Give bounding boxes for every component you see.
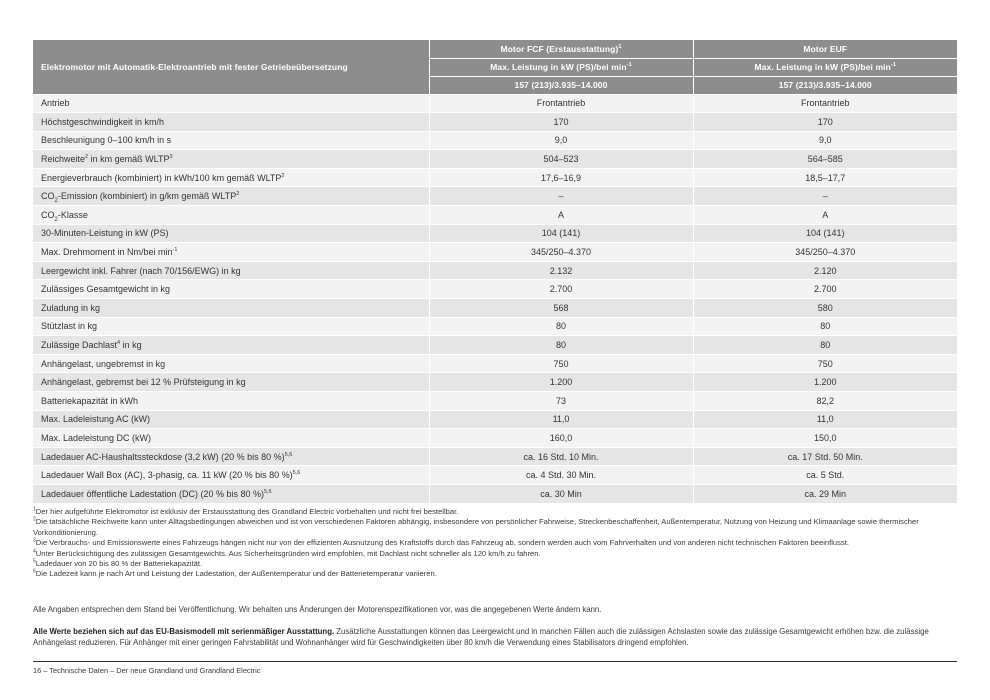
table-row: [33, 299, 957, 318]
row-label-text: Antrieb: [41, 98, 70, 109]
cell-euf: Frontantrieb: [693, 94, 957, 113]
footnotes: [33, 507, 958, 580]
row-label: [33, 206, 429, 225]
power-value-fcf: 157 (213)/3.935–14.000: [429, 76, 693, 94]
row-label: [33, 299, 429, 318]
cell-euf: 11,0: [693, 410, 957, 429]
row-label-footnote-ref: 5,6: [284, 451, 293, 458]
row-label-text: CO: [41, 191, 55, 202]
power-label-euf-sup: -1: [890, 62, 896, 69]
row-label-footnote-ref: 4: [117, 340, 121, 347]
row-label-text: Reichweite: [41, 154, 86, 165]
row-label-text: Max. Drehmoment in Nm/bei min: [41, 247, 173, 258]
cell-euf: 1.200: [693, 373, 957, 392]
cell-fcf: 160,0: [429, 429, 693, 448]
col-name-fcf-sup: 1: [618, 43, 622, 50]
row-label-text: Beschleunigung 0–100 km/h in s: [41, 135, 172, 146]
cell-fcf: 170: [429, 113, 693, 132]
power-label-euf-text: Max. Leistung in kW (PS)/bei min: [754, 62, 891, 72]
basis-note-bold: Alle Werte beziehen sich auf das EU-Basismodell mit serienmäßiger Ausstattung.: [33, 627, 335, 636]
basis-note-text: Zusätzliche Ausstattungen können das Leergewicht und in manchen Fällen auch die zulässigen Achslasten sowie das zulässige Gesamtgewicht erhöhen bzw. die zulässige Anhängelast reduzieren. Für Anhänger mit einer geringen Fahrstabilität und Wohnanhänger wird für Geschwindigkeiten über 80 km/h die Verwendung eines Stabilisators dringend empfohlen.: [33, 627, 929, 647]
footnote: [33, 507, 958, 517]
table-row: [33, 206, 957, 225]
footnote-number: 2: [33, 516, 36, 523]
table-title: Elektromotor mit Automatik-Elektroantrieb mit fester Getriebeübersetzung: [33, 40, 429, 94]
cell-fcf: 11,0: [429, 410, 693, 429]
cell-fcf: 17,6–16,9: [429, 168, 693, 187]
footnote-number: 3: [33, 537, 36, 544]
cell-fcf: 2.700: [429, 280, 693, 299]
row-label: [33, 484, 429, 503]
cell-euf: ca. 17 Std. 50 Min.: [693, 447, 957, 466]
row-label-text: Leergewicht inkl. Fahrer (nach 70/156/EWG) in kg: [41, 265, 241, 276]
power-value-euf: 157 (213)/3.935–14.000: [693, 76, 957, 94]
cell-euf: 580: [693, 299, 957, 318]
cell-euf: ca. 5 Std.: [693, 466, 957, 485]
cell-euf: 104 (141): [693, 224, 957, 243]
table-row: [33, 113, 957, 132]
row-label: [33, 354, 429, 373]
row-label-text: Ladedauer Wall Box (AC), 3-phasig, ca. 11 kW (20 % bis 80 %): [41, 470, 293, 481]
table-row: [33, 373, 957, 392]
footnote: [33, 538, 958, 548]
row-label-subscript: 2: [54, 198, 58, 205]
cell-fcf: 104 (141): [429, 224, 693, 243]
cell-fcf: 750: [429, 354, 693, 373]
cell-fcf: –: [429, 187, 693, 206]
row-label-text: Zulässige Dachlast: [41, 340, 118, 351]
row-label: [33, 131, 429, 150]
row-label: [33, 261, 429, 280]
footnote-text: Unter Berücksichtigung des zulässigen Gesamtgewichts. Aus Sicherheitsgründen wird empfohlen, mit Dachlast nicht schneller als 120 km/h zu fahren.: [35, 548, 541, 558]
table-row: [33, 150, 957, 169]
cell-euf: ca. 29 Min: [693, 484, 957, 503]
table-row: [33, 224, 957, 243]
table-row: [33, 131, 957, 150]
col-name-fcf: Motor FCF (Erstausstattung): [500, 43, 619, 54]
cell-euf: 564–585: [693, 150, 957, 169]
table-row: [33, 94, 957, 113]
disclaimer: Alle Angaben entsprechen dem Stand bei Veröffentlichung. Wir behalten uns Änderungen der Motorenspezifikationen vor, was die angegebenen Werte ändern kann.: [33, 605, 602, 614]
row-label-text: Zuladung in kg: [41, 302, 101, 313]
power-label-fcf: [429, 58, 693, 76]
row-label-text: Ladedauer AC-Haushaltssteckdose (3,2 kW) (20 % bis 80 %): [41, 451, 285, 462]
footnote: [33, 559, 958, 569]
row-label-text-cont: -Klasse: [57, 209, 88, 220]
row-label-text: Max. Ladeleistung AC (kW): [41, 414, 151, 425]
cell-fcf: 2.132: [429, 261, 693, 280]
row-label-text: Max. Ladeleistung DC (kW): [41, 432, 152, 443]
row-label: [33, 280, 429, 299]
header-row-motor: [33, 40, 957, 58]
cell-fcf: 504–523: [429, 150, 693, 169]
col-name-euf: Motor EUF: [803, 43, 848, 54]
row-label-text: CO: [41, 209, 55, 220]
cell-fcf: Frontantrieb: [429, 94, 693, 113]
cell-euf: 9,0: [693, 131, 957, 150]
cell-fcf: A: [429, 206, 693, 225]
footnote-text: Die Verbrauchs- und Emissionswerte eines Fahrzeugs hängen nicht nur von der effizienten Ausnutzung des Kraftstoffs durch das Fahrzeug ab, sondern werden auch vom Fahrverhalten und von anderen nicht technischen Faktoren beeinflusst.: [35, 538, 849, 548]
spec-table: [33, 40, 957, 504]
cell-fcf: 345/250–4.370: [429, 243, 693, 262]
row-label: [33, 224, 429, 243]
table-row: [33, 317, 957, 336]
row-label: [33, 94, 429, 113]
row-label: [33, 317, 429, 336]
row-label-text-cont: in kg: [120, 340, 142, 351]
table-row: [33, 336, 957, 355]
power-label-fcf-text: Max. Leistung in kW (PS)/bei min: [490, 62, 627, 72]
power-label-euf: [693, 58, 957, 76]
cell-euf: 2.120: [693, 261, 957, 280]
cell-euf: A: [693, 206, 957, 225]
col-header-fcf: [429, 40, 693, 58]
row-label: [33, 429, 429, 448]
row-label-footnote-ref: 5,6: [292, 470, 301, 477]
cell-fcf: 80: [429, 336, 693, 355]
cell-euf: 82,2: [693, 392, 957, 411]
row-label-text: Stützlast in kg: [41, 321, 98, 332]
power-label-fcf-sup: -1: [626, 62, 632, 69]
table-row: [33, 354, 957, 373]
row-label-text: Ladedauer öffentliche Ladestation (DC) (20 % bis 80 %): [41, 488, 264, 499]
row-label-text: Anhängelast, ungebremst in kg: [41, 358, 166, 369]
row-label: [33, 466, 429, 485]
row-label: [33, 113, 429, 132]
footnote-number: 4: [33, 548, 36, 555]
page-footer: 16 – Technische Daten – Der neue Grandland und Grandland Electric: [33, 666, 261, 675]
cell-euf: 150,0: [693, 429, 957, 448]
cell-euf: 2.700: [693, 280, 957, 299]
row-label-footnote-ref: 2: [236, 191, 240, 198]
cell-fcf: ca. 4 Std. 30 Min.: [429, 466, 693, 485]
footnote-text: Die tatsächliche Reichweite kann unter Alltagsbedingungen abweichen und ist von verschiedenen Faktoren abhängig, insbesondere von persönlicher Fahrweise, Streckenbeschaffenheit, Außentemperatur, Nutzung von Heizung und Klimaanlage sowie thermischer Vorkonditionierung.: [33, 517, 919, 537]
row-label: [33, 447, 429, 466]
footnote-number: 5: [33, 558, 36, 565]
cell-euf: 170: [693, 113, 957, 132]
table-row: [33, 466, 957, 485]
footnote-text: Der hier aufgeführte Elektromotor ist exklusiv der Erstausstattung des Grandland Electric vorbehalten und nicht frei bestellbar.: [35, 507, 459, 516]
row-label-text: 30-Minuten-Leistung in kW (PS): [41, 228, 169, 239]
table-row: [33, 484, 957, 503]
row-label-footnote-ref: 2: [281, 172, 285, 179]
row-label-text: Zulässiges Gesamtgewicht in kg: [41, 284, 171, 295]
footnote: [33, 569, 958, 579]
cell-fcf: ca. 16 Std. 10 Min.: [429, 447, 693, 466]
cell-euf: 345/250–4.370: [693, 243, 957, 262]
cell-euf: 80: [693, 317, 957, 336]
row-label: [33, 373, 429, 392]
row-label-text: Anhängelast, gebremst bei 12 % Prüfsteigung in kg: [41, 377, 246, 388]
cell-fcf: 568: [429, 299, 693, 318]
spec-table-body: [33, 94, 957, 503]
table-row: [33, 168, 957, 187]
footer-divider: [33, 661, 957, 662]
cell-fcf: 80: [429, 317, 693, 336]
table-row: [33, 187, 957, 206]
cell-euf: 750: [693, 354, 957, 373]
table-row: [33, 392, 957, 411]
cell-fcf: ca. 30 Min: [429, 484, 693, 503]
row-label: [33, 392, 429, 411]
footnote-number: 6: [33, 568, 36, 575]
row-label: [33, 168, 429, 187]
cell-euf: 18,5–17,7: [693, 168, 957, 187]
row-label-text: Batteriekapazität in kWh: [41, 395, 139, 406]
row-label-text: Energieverbrauch (kombiniert) in kWh/100 km gemäß WLTP: [41, 172, 282, 183]
footnote-text: Die Ladezeit kann je nach Art und Leistung der Ladestation, der Außentemperatur und der Batterietemperatur variieren.: [35, 569, 437, 579]
row-label-text-cont: -Emission (kombiniert) in g/km gemäß WLTP: [57, 191, 237, 202]
row-label-footnote-ref: 3: [169, 154, 173, 161]
cell-fcf: 1.200: [429, 373, 693, 392]
basis-note: [33, 627, 958, 648]
cell-euf: –: [693, 187, 957, 206]
table-row: [33, 410, 957, 429]
col-header-euf: [693, 40, 957, 58]
table-row: [33, 280, 957, 299]
row-label-footnote-ref: 5,6: [263, 488, 272, 495]
row-label-subscript: 2: [54, 216, 58, 223]
row-label-footnote-ref: -1: [172, 247, 178, 254]
table-row: [33, 429, 957, 448]
row-label-text-cont: in km gemäß WLTP: [88, 154, 170, 165]
cell-fcf: 73: [429, 392, 693, 411]
row-label: [33, 187, 429, 206]
table-row: [33, 261, 957, 280]
row-label-text: Höchstgeschwindigkeit in km/h: [41, 116, 165, 127]
table-row: [33, 447, 957, 466]
row-label-footnote-ref: 2: [85, 154, 89, 161]
table-row: [33, 243, 957, 262]
footnote: [33, 549, 958, 559]
row-label: [33, 410, 429, 429]
cell-euf: 80: [693, 336, 957, 355]
row-label: [33, 336, 429, 355]
cell-fcf: 9,0: [429, 131, 693, 150]
footnote-text: Ladedauer von 20 bis 80 % der Batteriekapazität.: [35, 559, 203, 569]
row-label: [33, 243, 429, 262]
footnote-number: 1: [33, 506, 36, 513]
row-label: [33, 150, 429, 169]
footnote: [33, 517, 958, 538]
